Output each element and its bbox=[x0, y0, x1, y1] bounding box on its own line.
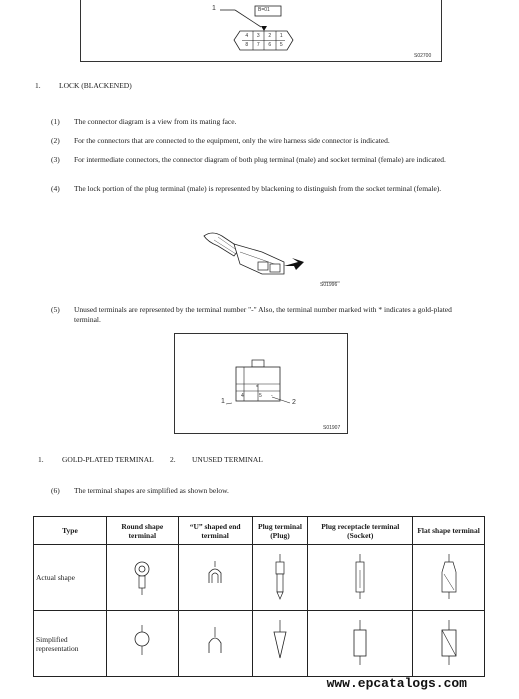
plug-terminal-actual-icon bbox=[270, 552, 290, 602]
pin-1: 1 bbox=[279, 33, 283, 39]
socket-actual-shape bbox=[308, 545, 413, 611]
top-pins-row2 bbox=[241, 42, 287, 48]
socket-terminal-simplified-icon bbox=[350, 618, 370, 668]
header-plug-receptacle: Plug receptacle terminal (Socket) bbox=[308, 517, 413, 545]
legend-1-number: 1. bbox=[38, 455, 44, 464]
top-pins-row1 bbox=[241, 33, 287, 39]
item-4-number: (4) bbox=[51, 184, 60, 193]
top-callout-1: 1 bbox=[212, 5, 216, 12]
flat-simplified-shape bbox=[413, 611, 485, 677]
pin-5: 5 bbox=[279, 42, 283, 48]
item-6-text: The terminal shapes are simplified as shown below. bbox=[74, 486, 229, 495]
item-6-number: (6) bbox=[51, 486, 60, 495]
pin-6: 6 bbox=[268, 42, 272, 48]
item-5-text: Unused terminals are represented by the terminal number "-" Also, the terminal number marked with * indicates a gold-plated terminal. bbox=[74, 305, 452, 324]
pin-unused-marker: - bbox=[271, 393, 273, 399]
round-simplified-shape bbox=[106, 611, 178, 677]
socket-terminal-actual-icon bbox=[350, 552, 370, 602]
row-label-actual: Actual shape bbox=[34, 545, 107, 611]
socket-simplified-shape bbox=[308, 611, 413, 677]
legend-2-number: 2. bbox=[170, 455, 176, 464]
item-3-number: (3) bbox=[51, 155, 60, 164]
flat-terminal-simplified-icon bbox=[437, 618, 461, 668]
u-actual-shape bbox=[178, 545, 252, 611]
plug-figure-code: S01996 bbox=[320, 282, 338, 288]
header-type: Type bbox=[34, 517, 107, 545]
watermark-link[interactable]: www.epcatalogs.com bbox=[326, 676, 467, 691]
item-1-number: (1) bbox=[51, 117, 60, 126]
pin-5-label: 5 bbox=[259, 393, 262, 399]
item-2-number: (2) bbox=[51, 136, 60, 145]
item-2-text: For the connectors that are connected to the equipment, only the wire harness side connector is indicated. bbox=[74, 136, 390, 145]
round-terminal-simplified-icon bbox=[127, 623, 157, 663]
table-row-simplified bbox=[34, 611, 485, 677]
connector-callout-1: 1 bbox=[221, 398, 225, 405]
u-simplified-shape bbox=[178, 611, 252, 677]
u-terminal-simplified-icon bbox=[200, 623, 230, 663]
table-header-row bbox=[34, 517, 485, 545]
header-round-shape: Round shape terminal bbox=[106, 517, 178, 545]
plug-lock-illustration bbox=[200, 222, 340, 292]
item-5-number: (5) bbox=[51, 305, 60, 314]
connector-callout-2: 2 bbox=[292, 399, 296, 406]
item-4-text: The lock portion of the plug terminal (male) is represented by blackening to distinguish from the socket terminal (female). bbox=[74, 184, 442, 193]
pin-7: 7 bbox=[256, 42, 260, 48]
header-u-shaped: “U” shaped end terminal bbox=[178, 517, 252, 545]
legend-unused: UNUSED TERMINAL bbox=[192, 455, 263, 464]
plug-actual-shape bbox=[252, 545, 308, 611]
terminal-shapes-table bbox=[33, 516, 485, 677]
pin-8: 8 bbox=[245, 42, 249, 48]
pin-4-label: 4 bbox=[241, 393, 244, 399]
pin-3: 3 bbox=[256, 33, 260, 39]
plug-simplified-shape bbox=[252, 611, 308, 677]
connector-figure-code: S01907 bbox=[323, 425, 341, 431]
item-1-text: The connector diagram is a view from its mating face. bbox=[74, 117, 237, 126]
pin-2: 2 bbox=[268, 33, 272, 39]
item-3-text: For intermediate connectors, the connector diagram of both plug terminal (male) and socket terminal (female) are indicated. bbox=[74, 155, 446, 164]
u-terminal-actual-icon bbox=[200, 557, 230, 597]
top-figure-code: S02700 bbox=[414, 53, 432, 59]
header-flat-shape: Flat shape terminal bbox=[413, 517, 485, 545]
round-actual-shape bbox=[106, 545, 178, 611]
pin-gold-plated-marker: * bbox=[256, 385, 258, 391]
legend-gold-plated: GOLD-PLATED TERMINAL bbox=[62, 455, 154, 464]
row-label-simplified: Simplified representation bbox=[34, 611, 107, 677]
heading-number: 1. bbox=[35, 81, 41, 90]
flat-terminal-actual-icon bbox=[437, 552, 461, 602]
flat-actual-shape bbox=[413, 545, 485, 611]
round-terminal-actual-icon bbox=[127, 557, 157, 597]
pin-4: 4 bbox=[245, 33, 249, 39]
header-plug-terminal: Plug terminal (Plug) bbox=[252, 517, 308, 545]
plug-terminal-simplified-icon bbox=[270, 618, 290, 668]
table-row-actual bbox=[34, 545, 485, 611]
top-connector-label: B=01 bbox=[258, 7, 270, 13]
connector-figure-diagram bbox=[174, 333, 346, 432]
heading-lock-blackened: LOCK (BLACKENED) bbox=[59, 81, 132, 90]
